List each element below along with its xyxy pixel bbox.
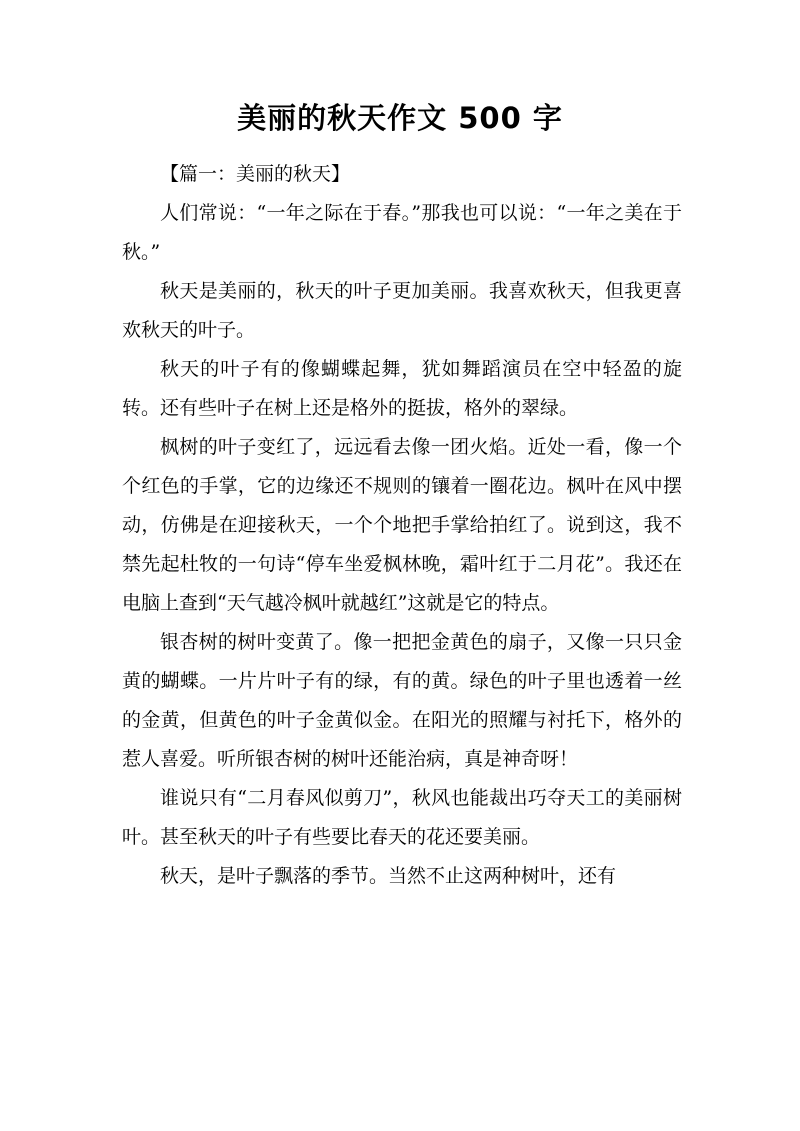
paragraph: 秋天的叶子有的像蝴蝶起舞，犹如舞蹈演员在空中轻盈的旋转。还有些叶子在树上还是格外的挺拔，格外的翠绿。 xyxy=(122,358,682,419)
section-heading: 【篇一：美丽的秋天】 xyxy=(160,163,351,185)
paragraph: 银杏树的树叶变黄了。像一把把金黄色的扇子，又像一只只金黄的蝴蝶。一片片叶子有的绿，有的黄。绿色的叶子里也透着一丝的金黄，但黄色的叶子金黄似金。在阳光的照耀与衬托下，格外的惹人喜爱。听所银杏树的树叶还能治病，真是神奇呀！ xyxy=(122,631,682,770)
paragraph: 谁说只有“二月春风似剪刀”，秋风也能裁出巧夺天工的美丽树叶。甚至秋天的叶子有些要比春天的花还要美丽。 xyxy=(122,787,682,848)
paragraph: 枫树的叶子变红了，远远看去像一团火焰。近处一看，像一个个红色的手掌，它的边缘还不规则的镶着一圈花边。枫叶在风中摆动，仿佛是在迎接秋天，一个个地把手掌给拍红了。说到这，我不禁先起杜牧的一句诗“停车坐爱枫林晚，霜叶红于二月花”。我还在电脑上查到“天气越冷枫叶就越红”这就是它的特点。 xyxy=(122,436,682,614)
document-title: 美丽的秋天作文 500 字 xyxy=(237,101,563,135)
paragraph: 人们常说：“一年之际在于春。”那我也可以说：“一年之美在于秋。” xyxy=(122,202,682,263)
paragraph: 秋天，是叶子飘落的季节。当然不止这两种树叶，还有 xyxy=(160,865,617,887)
paragraph: 秋天是美丽的，秋天的叶子更加美丽。我喜欢秋天，但我更喜欢秋天的叶子。 xyxy=(122,280,682,341)
article-body xyxy=(122,155,682,896)
